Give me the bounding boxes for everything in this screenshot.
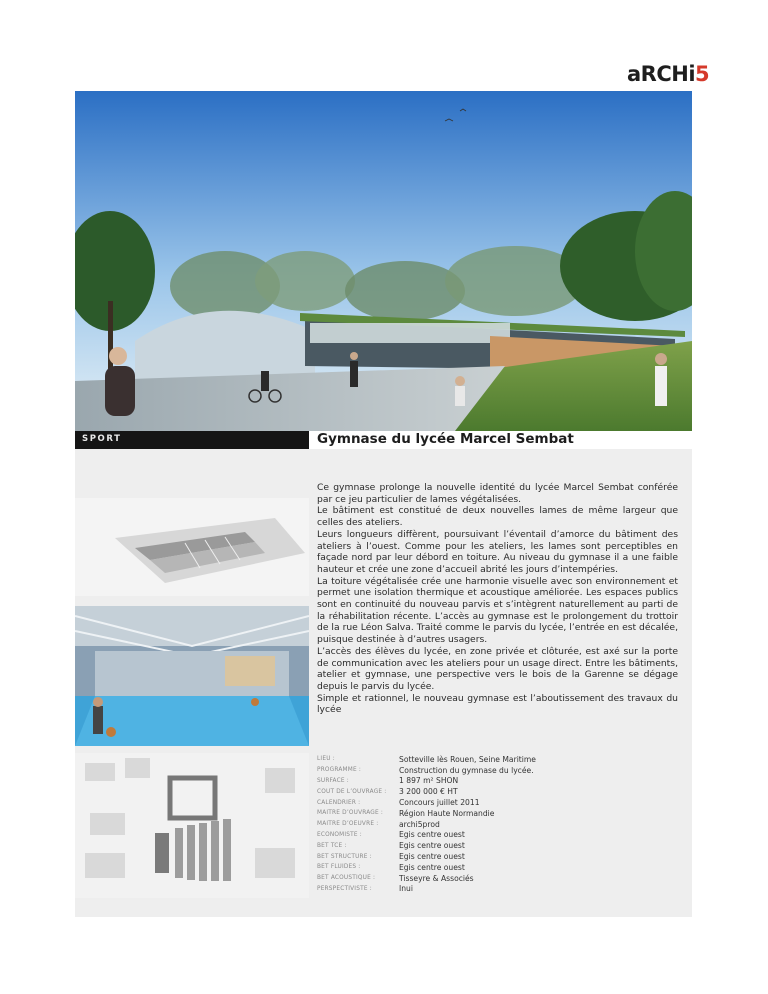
- info-row: [317, 873, 678, 884]
- info-key: MAITRE D’OEUVRE :: [317, 821, 379, 828]
- info-value: Egis centre ouest: [399, 852, 465, 862]
- info-key: PERSPECTIVISTE :: [317, 885, 372, 892]
- info-value: Concours juillet 2011: [399, 798, 480, 808]
- logo-main-text: aRCHi: [627, 62, 696, 86]
- info-row: [317, 797, 678, 808]
- info-key: CALENDRIER :: [317, 799, 361, 806]
- info-row: [317, 840, 678, 851]
- info-row: [317, 862, 678, 873]
- info-row: [317, 765, 678, 776]
- info-value: 1 897 m² SHON: [399, 776, 459, 786]
- info-value: Inui: [399, 884, 413, 894]
- info-row: [317, 884, 678, 895]
- info-value: Sotteville lès Rouen, Seine Maritime: [399, 754, 536, 764]
- info-key: BET TCE :: [317, 842, 347, 849]
- gym-interior-render: [75, 606, 309, 746]
- logo-accent-text: 5: [695, 62, 710, 86]
- info-key: BET ACOUSTIQUE :: [317, 875, 376, 882]
- project-info-table: [317, 754, 678, 894]
- info-key: ECONOMISTE :: [317, 831, 362, 838]
- roof-aerial-render: [75, 498, 309, 596]
- project-description: [317, 482, 678, 716]
- description-paragraph: L’accès des élèves du lycée, en zone privée et clôturée, est axé sur la porte de communication avec les ateliers pour un usage direct. Entre les bâtiments, atelier et gymnase, une perspective vers le bois de la Garenne se dégage depuis le parvis du lycée.: [317, 645, 678, 692]
- info-key: COUT DE L’OUVRAGE :: [317, 788, 387, 795]
- info-key: MAITRE D’OUVRAGE :: [317, 810, 384, 817]
- info-row: [317, 851, 678, 862]
- info-value: Egis centre ouest: [399, 830, 465, 840]
- info-row: [317, 776, 678, 787]
- description-paragraph: La toiture végétalisée crée une harmonie visuelle avec son environnement et permet une isolation thermique et acoustique améliorée. Les espaces publics sont en continuité du nouveau parvis et s’intègrent naturellement au parti de la réhabilitation récente. L’accès au gymnase est le prolongement du trottoir de la rue Léon Salva. Traité comme le parvis du lycée, l’entrée en est décalée, puisque destinée à d’autres usagers.: [317, 575, 678, 646]
- description-paragraph: Leurs longueurs diffèrent, poursuivant l’éventail d’amorce du bâtiment des ateliers à l’ouest. Comme pour les ateliers, les lames sont perceptibles en façade nord par leur débord en toiture. Au niveau du gymnase il a une faible hauteur et crée une zone d’accueil abrité les jours d’intempéries.: [317, 528, 678, 575]
- description-paragraph: Simple et rationnel, le nouveau gymnase est l’aboutissement des travaux du lycée: [317, 692, 678, 716]
- description-paragraph: Ce gymnase prolonge la nouvelle identité du lycée Marcel Sembat conférée par ce jeu particulier de lames végétalisées.: [317, 482, 678, 505]
- info-key: BET FLUIDES :: [317, 864, 361, 871]
- info-row: [317, 830, 678, 841]
- info-key: LIEU :: [317, 756, 335, 763]
- info-value: Egis centre ouest: [399, 862, 465, 872]
- info-value: Egis centre ouest: [399, 841, 465, 851]
- info-value: Construction du gymnase du lycée.: [399, 765, 534, 775]
- info-row: [317, 808, 678, 819]
- info-row: [317, 819, 678, 830]
- project-title: Gymnase du lycée Marcel Sembat: [317, 431, 574, 447]
- info-value: archi5prod: [399, 819, 440, 829]
- category-label: SPORT: [82, 434, 122, 444]
- info-row: [317, 754, 678, 765]
- info-value: Région Haute Normandie: [399, 808, 495, 818]
- info-key: SURFACE :: [317, 777, 349, 784]
- info-row: [317, 786, 678, 797]
- archi5-logo: [627, 62, 709, 86]
- info-key: PROGRAMME :: [317, 767, 361, 774]
- hero-perspective-image: [75, 91, 692, 431]
- category-bar: [75, 431, 309, 449]
- info-value: 3 200 000 € HT: [399, 787, 458, 797]
- description-paragraph: Le bâtiment est constitué de deux nouvelles lames de même largeur que celles des ateliers.: [317, 505, 678, 529]
- info-key: BET STRUCTURE :: [317, 853, 372, 860]
- info-value: Tisseyre & Associés: [399, 873, 474, 883]
- site-plan-image: [75, 753, 309, 898]
